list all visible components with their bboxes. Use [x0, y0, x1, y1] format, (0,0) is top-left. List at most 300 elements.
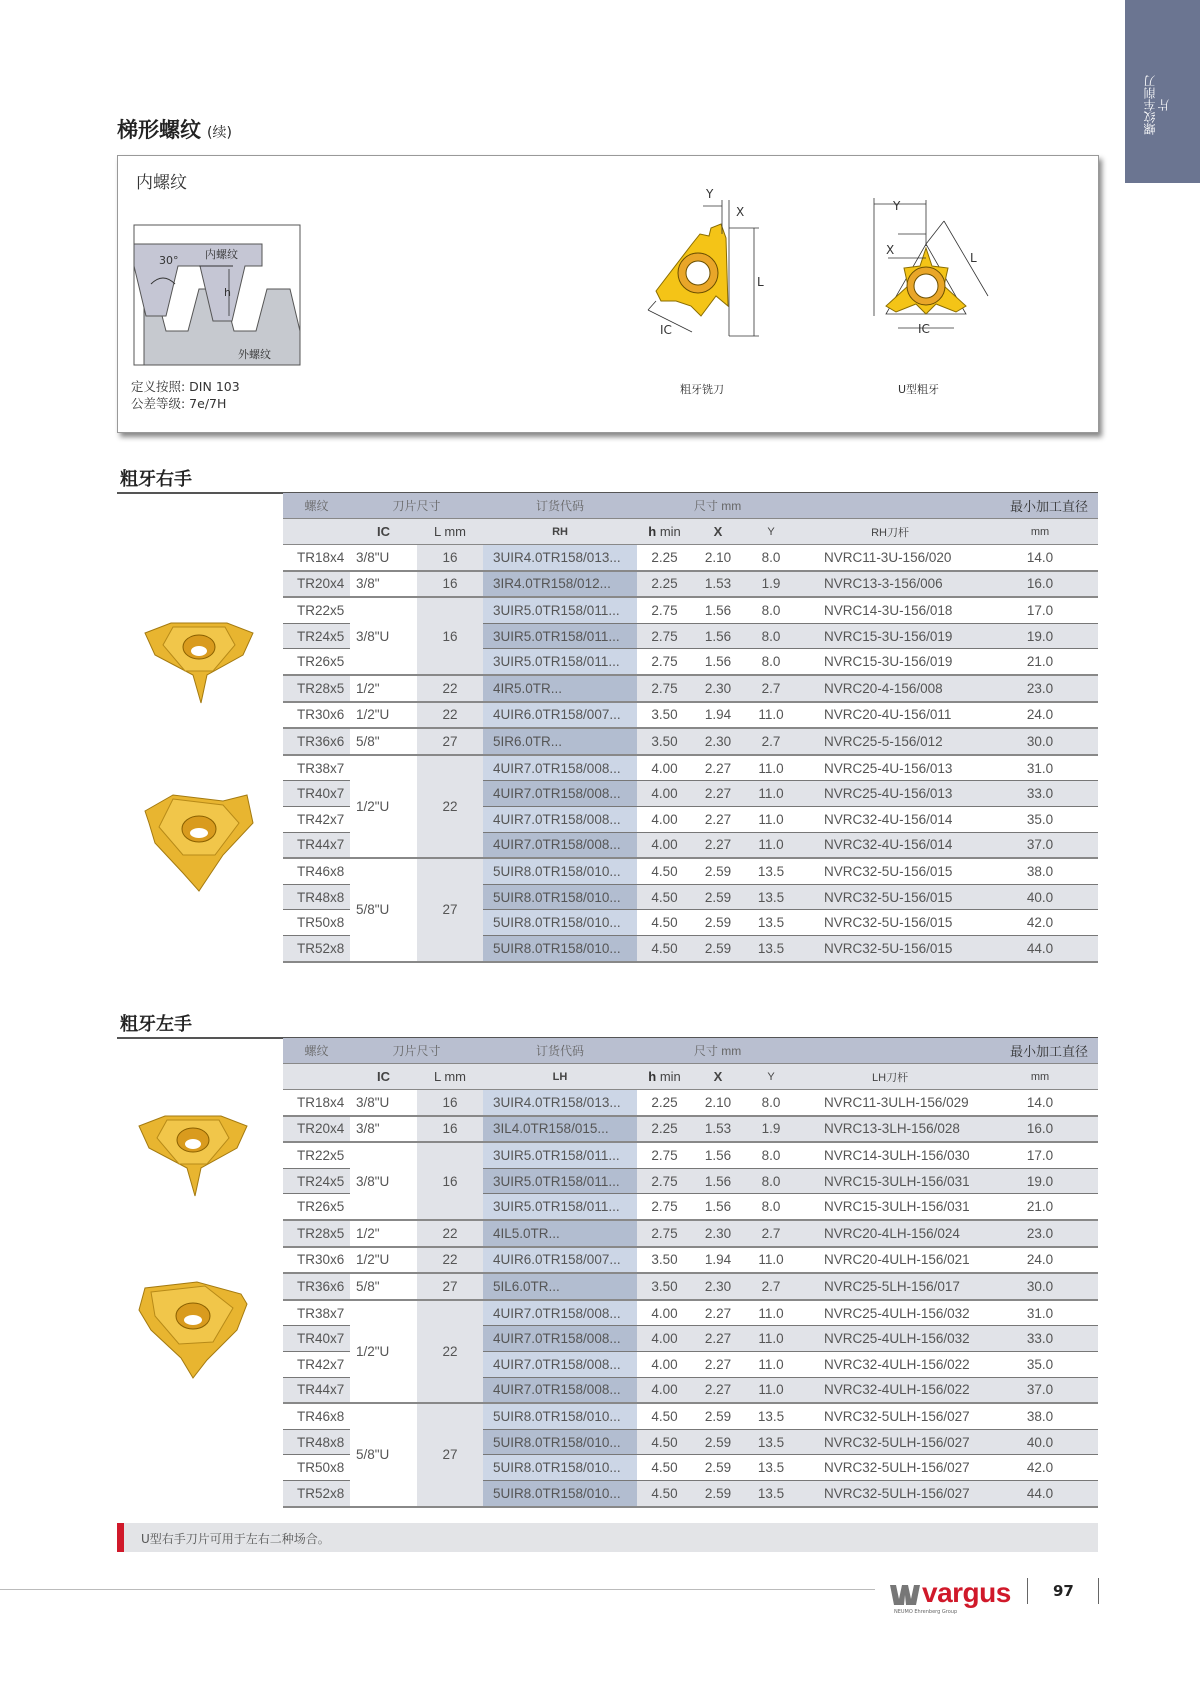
col-y-header: Y	[744, 519, 798, 545]
x-cell: 1.56	[692, 597, 744, 623]
thread-cell: TR18x4	[283, 1090, 350, 1116]
rh-table-body	[283, 545, 1098, 962]
internal-thread-label: 内螺纹	[205, 248, 238, 261]
table-row	[283, 1220, 1098, 1247]
y-cell: 11.0	[744, 1300, 798, 1326]
x-cell: 2.30	[692, 675, 744, 702]
x-cell: 2.59	[692, 1429, 744, 1455]
l-cell: 22	[417, 702, 483, 729]
ic-cell: 3/8"	[350, 1116, 417, 1143]
h-min-cell: 3.50	[637, 728, 692, 755]
table-row	[283, 571, 1098, 598]
h-min-cell: 2.25	[637, 545, 692, 571]
holder-cell: NVRC32-5ULH-156/027	[798, 1429, 982, 1455]
min-bore-cell: 24.0	[982, 1247, 1098, 1274]
x-cell: 1.56	[692, 1194, 744, 1220]
min-bore-cell: 14.0	[982, 545, 1098, 571]
table-row	[283, 1300, 1098, 1326]
y-cell: 11.0	[744, 1351, 798, 1377]
order-code-cell: 3UIR4.0TR158/013...	[483, 545, 637, 571]
l-cell: 22	[417, 675, 483, 702]
thread-cell: TR36x6	[283, 1273, 350, 1300]
h-min-cell: 4.00	[637, 1351, 692, 1377]
h-min-cell: 2.75	[637, 1194, 692, 1220]
holder-cell: NVRC25-5LH-156/017	[798, 1273, 982, 1300]
col-hmin-header: h min	[637, 519, 692, 545]
h-min-cell: 4.00	[637, 1377, 692, 1403]
ic-cell: 1/2"U	[350, 1247, 417, 1274]
x-cell: 2.27	[692, 781, 744, 807]
order-code-cell: 3UIR5.0TR158/011...	[483, 1168, 637, 1194]
table-row	[283, 1090, 1098, 1116]
holder-cell: NVRC32-4ULH-156/022	[798, 1377, 982, 1403]
ic-cell: 3/8"U	[350, 1090, 417, 1116]
thread-cell: TR46x8	[283, 1403, 350, 1429]
h-min-cell: 4.00	[637, 781, 692, 807]
holder-cell: NVRC32-5U-156/015	[798, 858, 982, 884]
min-bore-cell: 21.0	[982, 649, 1098, 675]
thread-cell: TR20x4	[283, 571, 350, 598]
order-code-cell: 4UIR7.0TR158/008...	[483, 1351, 637, 1377]
y-cell: 8.0	[744, 597, 798, 623]
col-lh-header: LH	[483, 1064, 637, 1090]
ic-cell: 3/8"U	[350, 1142, 417, 1220]
thread-cell: TR44x7	[283, 1377, 350, 1403]
logo-word: vargus	[922, 1577, 1011, 1608]
y-cell: 11.0	[744, 781, 798, 807]
order-code-cell: 5IR6.0TR...	[483, 728, 637, 755]
fig2-caption: U型粗牙	[898, 383, 940, 396]
ic-cell: 1/2"	[350, 1220, 417, 1247]
side-tab-label: 螺纹车削刀片	[1143, 75, 1171, 135]
min-bore-cell: 23.0	[982, 675, 1098, 702]
min-bore-cell: 37.0	[982, 832, 1098, 858]
col-holder-header: RH刀杆	[798, 519, 982, 545]
holder-cell: NVRC32-5U-156/015	[798, 910, 982, 936]
h-min-cell: 4.50	[637, 1403, 692, 1429]
l-cell: 27	[417, 1403, 483, 1506]
y-cell: 2.7	[744, 1220, 798, 1247]
h-min-cell: 4.50	[637, 1429, 692, 1455]
thread-cell: TR50x8	[283, 1455, 350, 1481]
logo-mark-icon	[890, 1585, 920, 1605]
order-code-cell: 4IR5.0TR...	[483, 675, 637, 702]
x-cell: 2.27	[692, 832, 744, 858]
external-thread-label: 外螺纹	[238, 348, 271, 361]
min-bore-cell: 44.0	[982, 935, 1098, 961]
y-cell: 8.0	[744, 1090, 798, 1116]
col-rh-header: RH	[483, 519, 637, 545]
fig1-y-label: Y	[706, 187, 714, 201]
table-row	[283, 702, 1098, 729]
thread-cell: TR24x5	[283, 623, 350, 649]
x-cell: 2.30	[692, 1273, 744, 1300]
h-min-cell: 2.75	[637, 1220, 692, 1247]
h-min-cell: 2.25	[637, 571, 692, 598]
holder-cell: NVRC32-5ULH-156/027	[798, 1455, 982, 1481]
x-cell: 2.10	[692, 1090, 744, 1116]
x-cell: 2.59	[692, 884, 744, 910]
col-x-header: X	[692, 519, 744, 545]
min-bore-cell: 19.0	[982, 623, 1098, 649]
note-bar	[117, 1523, 1098, 1552]
thread-cell: TR22x5	[283, 597, 350, 623]
min-bore-cell: 31.0	[982, 755, 1098, 781]
order-code-cell: 5UIR8.0TR158/010...	[483, 910, 637, 936]
min-bore-cell: 42.0	[982, 1455, 1098, 1481]
l-cell: 16	[417, 571, 483, 598]
l-cell: 27	[417, 728, 483, 755]
tolerance-text: 公差等级: 7e/7H	[131, 396, 227, 411]
l-cell: 16	[417, 1116, 483, 1143]
thread-profile-diagram	[133, 224, 303, 369]
table-row	[283, 755, 1098, 781]
holder-cell: NVRC25-4ULH-156/032	[798, 1326, 982, 1352]
col-holder-header: LH刀杆	[798, 1064, 982, 1090]
fig1-caption: 粗牙铣刀	[680, 383, 724, 396]
y-cell: 13.5	[744, 858, 798, 884]
holder-cell: NVRC32-4U-156/014	[798, 832, 982, 858]
h-min-cell: 2.25	[637, 1090, 692, 1116]
y-cell: 2.7	[744, 728, 798, 755]
y-cell: 11.0	[744, 702, 798, 729]
order-code-cell: 4UIR7.0TR158/008...	[483, 1300, 637, 1326]
rh-insert-image-1	[143, 615, 255, 707]
ic-cell: 1/2"U	[350, 702, 417, 729]
ic-cell: 1/2"U	[350, 1300, 417, 1403]
min-bore-cell: 16.0	[982, 1116, 1098, 1143]
thread-cell: TR30x6	[283, 1247, 350, 1274]
lh-table-body	[283, 1090, 1098, 1507]
y-cell: 8.0	[744, 1194, 798, 1220]
y-cell: 11.0	[744, 1326, 798, 1352]
x-cell: 2.59	[692, 910, 744, 936]
y-cell: 11.0	[744, 1247, 798, 1274]
l-cell: 22	[417, 1300, 483, 1403]
standard-info	[131, 378, 240, 412]
thread-cell: TR18x4	[283, 545, 350, 571]
col-l-header: L mm	[417, 519, 483, 545]
order-code-cell: 5IL6.0TR...	[483, 1273, 637, 1300]
section-side-tab	[1125, 0, 1200, 183]
order-code-cell: 4UIR7.0TR158/008...	[483, 806, 637, 832]
col-order-code-header: 订货代码	[483, 493, 637, 519]
thread-cell: TR26x5	[283, 649, 350, 675]
order-code-cell: 4UIR7.0TR158/008...	[483, 755, 637, 781]
thread-cell: TR38x7	[283, 755, 350, 781]
u-type-insert-diagram	[858, 186, 1018, 346]
y-cell: 8.0	[744, 1142, 798, 1168]
h-min-cell: 2.75	[637, 649, 692, 675]
order-code-cell: 3UIR5.0TR158/011...	[483, 597, 637, 623]
order-code-cell: 5UIR8.0TR158/010...	[483, 1455, 637, 1481]
holder-cell: NVRC32-5ULH-156/027	[798, 1480, 982, 1506]
h-min-cell: 4.50	[637, 935, 692, 961]
x-cell: 2.59	[692, 1455, 744, 1481]
x-cell: 2.27	[692, 755, 744, 781]
order-code-cell: 4IL5.0TR...	[483, 1220, 637, 1247]
thread-cell: TR46x8	[283, 858, 350, 884]
min-bore-cell: 33.0	[982, 1326, 1098, 1352]
l-cell: 16	[417, 1142, 483, 1220]
h-min-cell: 2.75	[637, 1142, 692, 1168]
thread-cell: TR24x5	[283, 1168, 350, 1194]
x-cell: 1.53	[692, 1116, 744, 1143]
holder-cell: NVRC32-5ULH-156/027	[798, 1403, 982, 1429]
h-min-cell: 4.50	[637, 1455, 692, 1481]
order-code-cell: 4UIR6.0TR158/007...	[483, 702, 637, 729]
x-cell: 1.53	[692, 571, 744, 598]
holder-cell: NVRC15-3ULH-156/031	[798, 1168, 982, 1194]
table-row	[283, 1247, 1098, 1274]
holder-cell: NVRC25-4U-156/013	[798, 755, 982, 781]
min-bore-cell: 37.0	[982, 1377, 1098, 1403]
l-cell: 16	[417, 545, 483, 571]
footer-separator-right	[1098, 1578, 1099, 1604]
box-heading: 内螺纹	[136, 173, 187, 193]
col-thread-sub	[283, 519, 350, 545]
lh-header-row-2	[283, 1064, 1098, 1090]
x-cell: 2.27	[692, 1351, 744, 1377]
min-bore-cell: 31.0	[982, 1300, 1098, 1326]
min-bore-cell: 16.0	[982, 571, 1098, 598]
h-min-cell: 4.50	[637, 910, 692, 936]
lh-section-heading: 粗牙左手	[120, 1014, 192, 1035]
holder-cell: NVRC15-3U-156/019	[798, 623, 982, 649]
thread-diagram-box	[117, 155, 1099, 433]
h-min-cell: 4.50	[637, 1480, 692, 1506]
order-code-cell: 5UIR8.0TR158/010...	[483, 1480, 637, 1506]
holder-cell: NVRC25-4ULH-156/032	[798, 1300, 982, 1326]
min-bore-cell: 42.0	[982, 910, 1098, 936]
fig1-l-label: L	[757, 275, 764, 289]
fig2-y-label: Y	[893, 199, 901, 213]
holder-cell: NVRC25-5-156/012	[798, 728, 982, 755]
holder-cell: NVRC32-5U-156/015	[798, 884, 982, 910]
order-code-cell: 3UIR5.0TR158/011...	[483, 1194, 637, 1220]
x-cell: 2.59	[692, 935, 744, 961]
thread-cell: TR30x6	[283, 702, 350, 729]
min-bore-cell: 38.0	[982, 1403, 1098, 1429]
x-cell: 1.94	[692, 702, 744, 729]
table-row	[283, 858, 1098, 884]
holder-cell: NVRC11-3ULH-156/029	[798, 1090, 982, 1116]
y-cell: 13.5	[744, 910, 798, 936]
thread-cell: TR52x8	[283, 1480, 350, 1506]
h-min-cell: 4.00	[637, 1300, 692, 1326]
table-row	[283, 597, 1098, 623]
col-min-unit-header: mm	[982, 1064, 1098, 1090]
min-bore-cell: 38.0	[982, 858, 1098, 884]
col-order-code-header: 订货代码	[483, 1038, 637, 1064]
y-cell: 8.0	[744, 1168, 798, 1194]
min-bore-cell: 44.0	[982, 1480, 1098, 1506]
holder-cell: NVRC13-3-156/006	[798, 571, 982, 598]
fig1-x-label: X	[736, 205, 745, 219]
rh-header-row-2	[283, 519, 1098, 545]
ic-cell: 3/8"U	[350, 597, 417, 675]
col-min-bore-header: 最小加工直径	[798, 1038, 1098, 1064]
l-cell: 27	[417, 1273, 483, 1300]
col-ic-header: IC	[350, 519, 417, 545]
fig1-ic-label: IC	[660, 323, 672, 337]
note-text: U型右手刀片可用于左右二种场合。	[141, 1532, 330, 1546]
order-code-cell: 4UIR7.0TR158/008...	[483, 832, 637, 858]
page-number: 97	[1053, 1582, 1074, 1600]
min-bore-cell: 17.0	[982, 1142, 1098, 1168]
thread-cell: TR22x5	[283, 1142, 350, 1168]
min-bore-cell: 23.0	[982, 1220, 1098, 1247]
x-cell: 2.27	[692, 806, 744, 832]
h-min-cell: 2.75	[637, 623, 692, 649]
y-cell: 11.0	[744, 1377, 798, 1403]
y-cell: 11.0	[744, 755, 798, 781]
min-bore-cell: 35.0	[982, 806, 1098, 832]
page-title-suffix: (续)	[207, 125, 232, 141]
h-min-cell: 4.50	[637, 858, 692, 884]
holder-cell: NVRC20-4ULH-156/021	[798, 1247, 982, 1274]
thread-cell: TR48x8	[283, 1429, 350, 1455]
holder-cell: NVRC20-4LH-156/024	[798, 1220, 982, 1247]
order-code-cell: 3IL4.0TR158/015...	[483, 1116, 637, 1143]
min-bore-cell: 33.0	[982, 781, 1098, 807]
x-cell: 2.59	[692, 858, 744, 884]
x-cell: 1.56	[692, 1142, 744, 1168]
y-cell: 1.9	[744, 1116, 798, 1143]
order-code-cell: 3UIR5.0TR158/011...	[483, 1142, 637, 1168]
fig2-x-label: X	[886, 243, 895, 257]
x-cell: 1.56	[692, 623, 744, 649]
rh-spec-table	[283, 493, 1098, 963]
page-title-text: 梯形螺纹	[117, 118, 201, 142]
y-cell: 11.0	[744, 832, 798, 858]
x-cell: 2.27	[692, 1300, 744, 1326]
min-bore-cell: 19.0	[982, 1168, 1098, 1194]
table-row	[283, 1142, 1098, 1168]
col-dimensions-header: 尺寸 mm	[637, 493, 798, 519]
l-cell: 22	[417, 1247, 483, 1274]
min-bore-cell: 40.0	[982, 884, 1098, 910]
col-min-unit-header: mm	[982, 519, 1098, 545]
thread-cell: TR42x7	[283, 806, 350, 832]
order-code-cell: 4UIR7.0TR158/008...	[483, 1377, 637, 1403]
order-code-cell: 4UIR6.0TR158/007...	[483, 1247, 637, 1274]
holder-cell: NVRC11-3U-156/020	[798, 545, 982, 571]
h-min-cell: 2.75	[637, 597, 692, 623]
thread-cell: TR28x5	[283, 1220, 350, 1247]
h-min-cell: 4.00	[637, 755, 692, 781]
col-min-bore-header: 最小加工直径	[798, 493, 1098, 519]
col-x-header: X	[692, 1064, 744, 1090]
holder-cell: NVRC25-4U-156/013	[798, 781, 982, 807]
thread-cell: TR20x4	[283, 1116, 350, 1143]
ic-cell: 5/8"	[350, 1273, 417, 1300]
l-cell: 16	[417, 597, 483, 675]
x-cell: 2.30	[692, 1220, 744, 1247]
y-cell: 8.0	[744, 623, 798, 649]
y-cell: 1.9	[744, 571, 798, 598]
thread-cell: TR52x8	[283, 935, 350, 961]
holder-cell: NVRC14-3ULH-156/030	[798, 1142, 982, 1168]
holder-cell: NVRC32-5U-156/015	[798, 935, 982, 961]
h-min-cell: 3.50	[637, 1273, 692, 1300]
ic-cell: 5/8"U	[350, 858, 417, 961]
table-row	[283, 675, 1098, 702]
col-thread-header: 螺纹	[283, 493, 350, 519]
x-cell: 2.59	[692, 1403, 744, 1429]
page-title	[117, 114, 232, 144]
col-thread-sub	[283, 1064, 350, 1090]
col-insert-size-header: 刀片尺寸	[350, 493, 483, 519]
table-row	[283, 1116, 1098, 1143]
col-hmin-header: h min	[637, 1064, 692, 1090]
note-accent	[117, 1523, 124, 1552]
x-cell: 1.56	[692, 1168, 744, 1194]
order-code-cell: 3IR4.0TR158/012...	[483, 571, 637, 598]
h-min-cell: 4.00	[637, 832, 692, 858]
y-cell: 13.5	[744, 935, 798, 961]
order-code-cell: 4UIR7.0TR158/008...	[483, 1326, 637, 1352]
ic-cell: 3/8"	[350, 571, 417, 598]
fig2-ic-label: IC	[918, 322, 930, 336]
x-cell: 1.94	[692, 1247, 744, 1274]
x-cell: 2.10	[692, 545, 744, 571]
order-code-cell: 3UIR4.0TR158/013...	[483, 1090, 637, 1116]
rh-header-row-1	[283, 493, 1098, 519]
holder-cell: NVRC15-3ULH-156/031	[798, 1194, 982, 1220]
holder-cell: NVRC32-4ULH-156/022	[798, 1351, 982, 1377]
x-cell: 2.27	[692, 1326, 744, 1352]
y-cell: 13.5	[744, 1455, 798, 1481]
y-cell: 8.0	[744, 545, 798, 571]
table-row	[283, 545, 1098, 571]
y-cell: 8.0	[744, 649, 798, 675]
y-cell: 2.7	[744, 675, 798, 702]
col-dimensions-header: 尺寸 mm	[637, 1038, 798, 1064]
min-bore-cell: 30.0	[982, 728, 1098, 755]
holder-cell: NVRC15-3U-156/019	[798, 649, 982, 675]
order-code-cell: 3UIR5.0TR158/011...	[483, 649, 637, 675]
col-y-header: Y	[744, 1064, 798, 1090]
h-min-cell: 2.25	[637, 1116, 692, 1143]
l-cell: 22	[417, 1220, 483, 1247]
order-code-cell: 5UIR8.0TR158/010...	[483, 935, 637, 961]
x-cell: 1.56	[692, 649, 744, 675]
min-bore-cell: 35.0	[982, 1351, 1098, 1377]
thread-cell: TR36x6	[283, 728, 350, 755]
footer-separator	[1027, 1578, 1028, 1604]
y-cell: 13.5	[744, 1429, 798, 1455]
order-code-cell: 4UIR7.0TR158/008...	[483, 781, 637, 807]
footer-rule	[0, 1589, 875, 1590]
fig2-l-label: L	[970, 251, 977, 265]
lh-insert-image-1	[137, 1108, 249, 1200]
ic-cell: 3/8"U	[350, 545, 417, 571]
order-code-cell: 5UIR8.0TR158/010...	[483, 1403, 637, 1429]
l-cell: 16	[417, 1090, 483, 1116]
thread-cell: TR40x7	[283, 781, 350, 807]
l-cell: 22	[417, 755, 483, 858]
h-label: h	[224, 286, 231, 299]
table-row	[283, 728, 1098, 755]
order-code-cell: 3UIR5.0TR158/011...	[483, 623, 637, 649]
holder-cell: NVRC13-3LH-156/028	[798, 1116, 982, 1143]
rh-insert-image-2	[143, 793, 255, 893]
col-thread-header: 螺纹	[283, 1038, 350, 1064]
order-code-cell: 5UIR8.0TR158/010...	[483, 858, 637, 884]
lh-insert-image-2	[137, 1280, 249, 1380]
thread-cell: TR44x7	[283, 832, 350, 858]
